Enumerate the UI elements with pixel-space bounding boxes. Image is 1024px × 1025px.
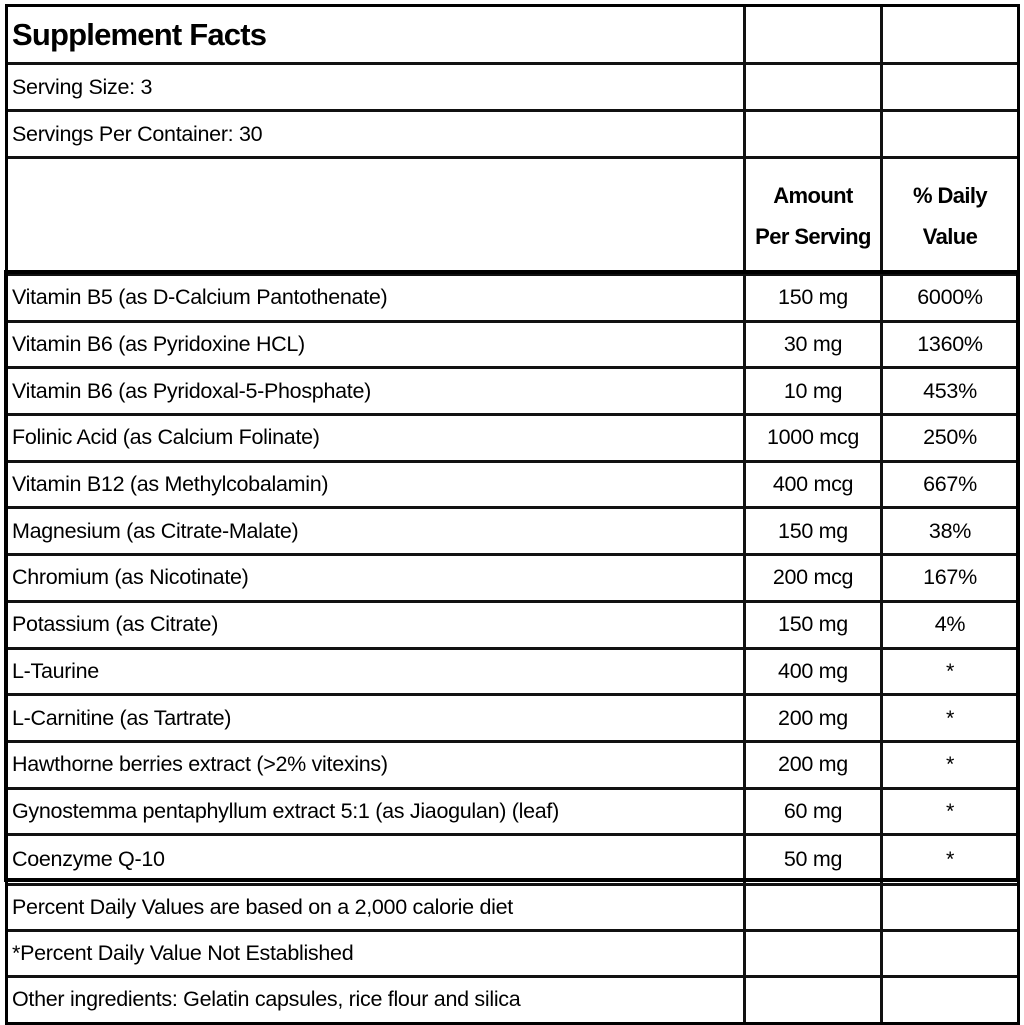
ingredient-name: Chromium (as Nicotinate) xyxy=(8,556,746,600)
empty-cell xyxy=(883,112,1017,156)
table-row xyxy=(8,556,1017,603)
daily-value-header-line2: Value xyxy=(922,224,978,249)
table-row xyxy=(8,790,1017,837)
ingredient-amount: 1000 mcg xyxy=(746,416,883,460)
ingredient-daily-value: * xyxy=(945,847,955,872)
amount-header-line1: Amount xyxy=(773,183,853,208)
table-row xyxy=(8,603,1017,650)
empty-cell xyxy=(746,978,883,1022)
ingredient-name: Potassium (as Citrate) xyxy=(8,603,746,647)
ingredient-daily-value: 667% xyxy=(923,472,977,497)
empty-cell xyxy=(883,7,1017,62)
table-row xyxy=(8,416,1017,463)
ingredient-rows xyxy=(8,276,1017,886)
ingredient-name: Folinic Acid (as Calcium Folinate) xyxy=(8,416,746,460)
empty-cell xyxy=(746,886,883,929)
ingredient-daily-value: * xyxy=(945,752,955,777)
ingredient-name: Hawthorne berries extract (>2% vitexins) xyxy=(8,743,746,787)
amount-header xyxy=(746,159,883,273)
ingredient-daily-value: 1360% xyxy=(917,332,983,357)
ingredient-amount: 150 mg xyxy=(746,603,883,647)
empty-cell xyxy=(746,7,883,62)
table-row xyxy=(8,650,1017,697)
empty-cell xyxy=(746,65,883,109)
footer-note-not-established: *Percent Daily Value Not Established xyxy=(8,932,746,975)
table-row xyxy=(8,463,1017,510)
serving-size: Serving Size: 3 xyxy=(8,65,746,109)
ingredient-daily-value: 453% xyxy=(923,378,977,403)
ingredient-daily-value: * xyxy=(945,705,955,730)
ingredient-name: Gynostemma pentaphyllum extract 5:1 (as Jiaogulan) (leaf) xyxy=(8,790,746,834)
ingredient-name: Vitamin B6 (as Pyridoxal-5-Phosphate) xyxy=(8,369,746,413)
ingredient-amount: 60 mg xyxy=(746,790,883,834)
table-title: Supplement Facts xyxy=(8,7,746,62)
empty-cell xyxy=(883,65,1017,109)
footer-other-ingredients: Other ingredients: Gelatin capsules, rice flour and silica xyxy=(8,978,746,1022)
footer-row xyxy=(8,886,1017,932)
title-row xyxy=(8,7,1017,65)
ingredient-name: Vitamin B12 (as Methylcobalamin) xyxy=(8,463,746,507)
empty-cell xyxy=(8,159,746,273)
ingredient-name: Coenzyme Q-10 xyxy=(8,836,746,883)
empty-cell xyxy=(883,932,1017,975)
footer-note-daily-values: Percent Daily Values are based on a 2,000 calorie diet xyxy=(8,886,746,929)
table-row xyxy=(8,696,1017,743)
amount-header-line2: Per Serving xyxy=(755,224,871,249)
ingredient-name: Magnesium (as Citrate-Malate) xyxy=(8,509,746,553)
ingredient-amount: 10 mg xyxy=(746,369,883,413)
ingredient-amount: 200 mcg xyxy=(746,556,883,600)
footer-row xyxy=(8,978,1017,1022)
ingredient-name: Vitamin B6 (as Pyridoxine HCL) xyxy=(8,323,746,367)
servings-per-container-row xyxy=(8,112,1017,159)
ingredient-amount: 150 mg xyxy=(746,276,883,320)
ingredient-amount: 200 mg xyxy=(746,743,883,787)
ingredient-amount: 400 mg xyxy=(746,650,883,694)
empty-cell xyxy=(883,978,1017,1022)
table-row xyxy=(8,743,1017,790)
ingredient-daily-value: * xyxy=(945,658,955,683)
empty-cell xyxy=(746,112,883,156)
ingredient-amount: 150 mg xyxy=(746,509,883,553)
empty-cell xyxy=(883,886,1017,929)
table-row xyxy=(8,323,1017,370)
ingredient-amount: 400 mcg xyxy=(746,463,883,507)
servings-per-container: Servings Per Container: 30 xyxy=(8,112,746,156)
daily-value-header-line1: % Daily xyxy=(912,183,988,208)
table-row xyxy=(8,369,1017,416)
ingredient-daily-value: 4% xyxy=(934,612,966,637)
ingredient-amount: 30 mg xyxy=(746,323,883,367)
serving-size-row xyxy=(8,65,1017,112)
column-header-row xyxy=(8,159,1017,276)
ingredient-daily-value: 38% xyxy=(928,518,972,543)
footer-row xyxy=(8,932,1017,978)
daily-value-header xyxy=(883,159,1017,273)
table-row xyxy=(8,276,1017,323)
empty-cell xyxy=(746,932,883,975)
ingredient-daily-value: 6000% xyxy=(917,285,983,310)
supplement-facts-table xyxy=(5,4,1020,1025)
table-row xyxy=(8,836,1017,883)
ingredient-daily-value: 167% xyxy=(923,565,977,590)
ingredient-name: L-Taurine xyxy=(8,650,746,694)
ingredient-name: L-Carnitine (as Tartrate) xyxy=(8,696,746,740)
ingredient-amount: 50 mg xyxy=(746,836,883,883)
ingredient-name: Vitamin B5 (as D-Calcium Pantothenate) xyxy=(8,276,746,320)
ingredient-daily-value: 250% xyxy=(923,425,977,450)
ingredient-amount: 200 mg xyxy=(746,696,883,740)
table-row xyxy=(8,509,1017,556)
ingredient-daily-value: * xyxy=(945,798,955,823)
